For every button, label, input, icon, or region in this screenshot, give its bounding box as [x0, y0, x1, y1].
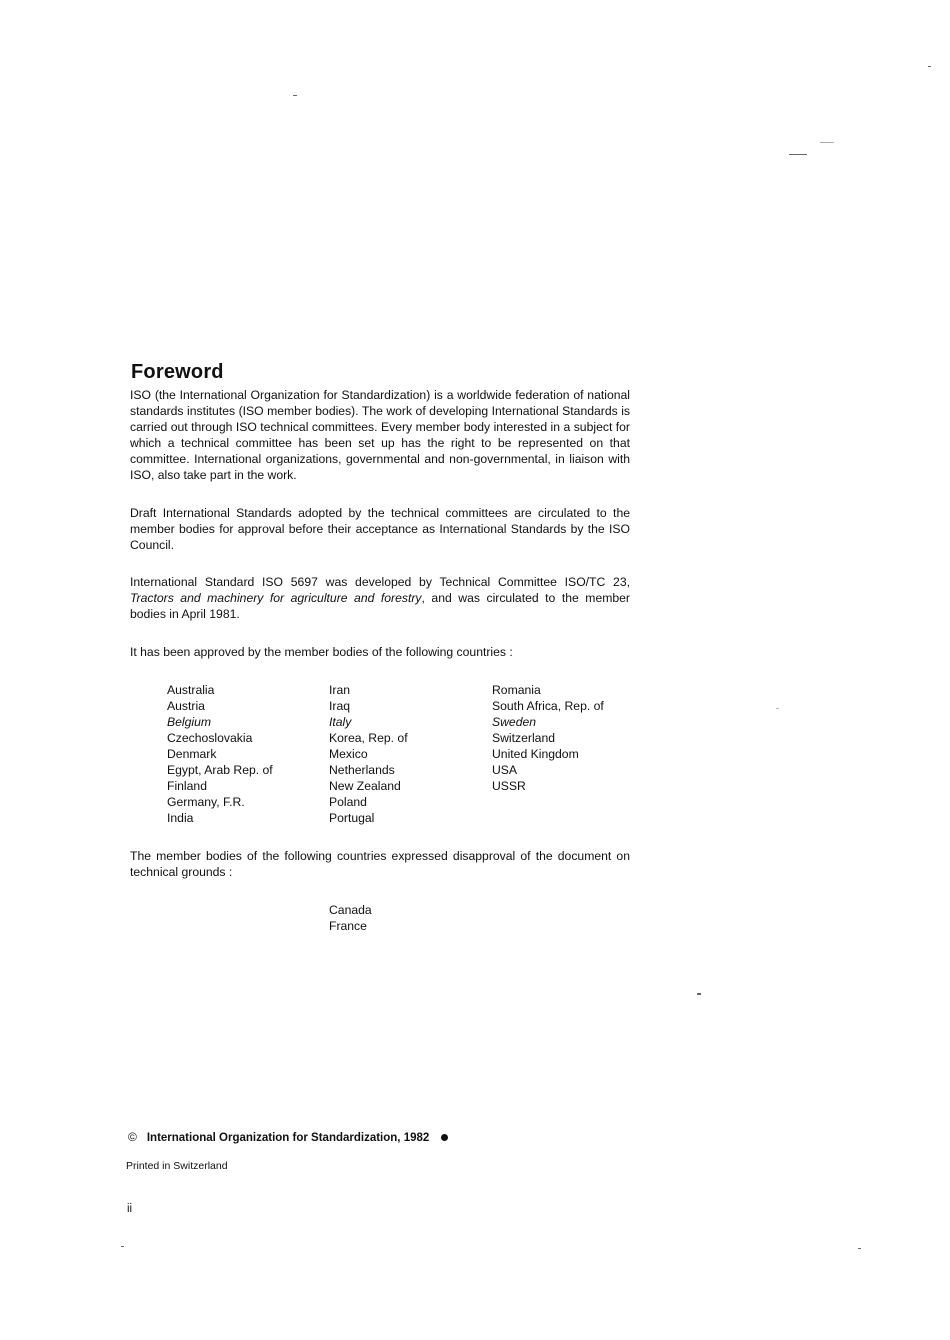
- approved-countries-column-1: [167, 682, 273, 826]
- scan-speck: [928, 66, 931, 67]
- country-item: Italy: [329, 715, 352, 729]
- country-item: Czechoslovakia: [167, 731, 253, 745]
- country-item: India: [167, 811, 194, 825]
- scan-speck: [858, 1248, 861, 1249]
- approved-countries-column-3: [492, 682, 604, 794]
- country-item: Korea, Rep. of: [329, 731, 408, 745]
- country-item: New Zealand: [329, 779, 401, 793]
- paragraph-iso-5697-start: International Standard ISO 5697 was developed by Technical Committee ISO/TC 23,: [130, 575, 630, 589]
- disapproved-countries-list: [329, 902, 372, 934]
- scan-speck: [776, 708, 779, 709]
- country-item: France: [329, 919, 367, 933]
- country-item: Egypt, Arab Rep. of: [167, 763, 273, 777]
- country-item: Denmark: [167, 747, 217, 761]
- country-item: USA: [492, 763, 518, 777]
- country-item: Romania: [492, 683, 541, 697]
- copyright-text: International Organization for Standardization, 1982: [146, 1132, 430, 1144]
- approved-countries-column-2: [329, 682, 408, 826]
- country-item: Belgium: [167, 715, 212, 729]
- paragraph-draft-standards: Draft International Standards adopted by the technical committees are circulated to the member bodies for approval before their acceptance as International Standards by the ISO Council.: [130, 506, 630, 552]
- foreword-heading: Foreword: [131, 361, 224, 384]
- country-item: Finland: [167, 779, 207, 793]
- country-item: USSR: [492, 779, 526, 793]
- country-item: Australia: [167, 683, 215, 697]
- copyright-symbol: ©: [128, 1130, 137, 1144]
- bullet-dot-icon: [441, 1134, 448, 1141]
- country-item: Poland: [329, 795, 367, 809]
- country-item: Canada: [329, 903, 372, 917]
- paragraph-iso-5697-end: , and was circulated to the member bodies in April 1981.: [130, 591, 630, 621]
- country-item: Austria: [167, 699, 205, 713]
- country-item: Iran: [329, 683, 351, 697]
- country-item: United Kingdom: [492, 747, 579, 761]
- scan-speck: [789, 154, 807, 155]
- scan-speck: [820, 142, 834, 143]
- country-item: Iraq: [329, 699, 351, 713]
- country-item: Germany, F.R.: [167, 795, 245, 809]
- paragraph-approved-intro: It has been approved by the member bodies of the following countries :: [130, 645, 513, 659]
- paragraph-iso-5697: [130, 574, 630, 622]
- country-item: Switzerland: [492, 731, 555, 745]
- copyright-notice: [128, 1130, 448, 1144]
- scan-speck: [293, 95, 297, 96]
- country-item: Sweden: [492, 715, 537, 729]
- paragraph-disapproval: The member bodies of the following countries expressed disapproval of the document on technical grounds :: [130, 849, 630, 879]
- page-number: ii: [127, 1203, 133, 1215]
- committee-title: Tractors and machinery for agriculture and forestry: [130, 591, 422, 605]
- scan-speck: [697, 993, 701, 995]
- country-item: Mexico: [329, 747, 368, 761]
- country-item: South Africa, Rep. of: [492, 699, 604, 713]
- country-item: Netherlands: [329, 763, 395, 777]
- scan-speck: [121, 1246, 124, 1247]
- paragraph-iso-intro: ISO (the International Organization for Standardization) is a worldwide federation of national standards institutes (ISO member bodies). The work of developing International Standards is carried out through ISO technical committees. Every member body interested in a subject for which a technical committee has been set up has the right to be represented on that committee. International organizations, governmental and non-governmental, in liaison with ISO, also take part in the work.: [130, 388, 630, 482]
- printed-in-notice: Printed in Switzerland: [126, 1160, 228, 1172]
- country-item: Portugal: [329, 811, 375, 825]
